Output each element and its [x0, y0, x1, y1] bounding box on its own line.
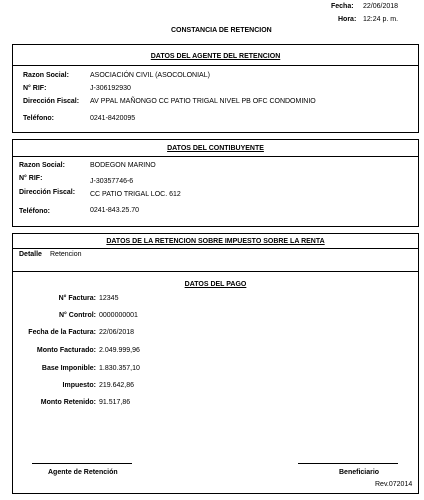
pago-title: DATOS DEL PAGO [184, 281, 247, 288]
pago-row-label: N° Factura: [58, 295, 96, 302]
pago-row-label: N° Control: [58, 312, 96, 319]
revision-code: Rev.072014 [375, 481, 413, 488]
hora-value: 12:24 p. m. [363, 16, 399, 23]
pago-row-value: 12345 [99, 295, 119, 302]
agente-telefono-value: 0241-8420095 [90, 115, 136, 122]
agente-telefono-label: Teléfono: [23, 115, 54, 122]
contribuyente-telefono-value: 0241-843.25.70 [90, 207, 140, 214]
pago-row-label: Impuesto: [62, 382, 96, 389]
fecha-label: Fecha: [331, 3, 354, 10]
retencion-title: DATOS DE LA RETENCION SOBRE IMPUESTO SOBRE LA RENTA [106, 238, 325, 245]
pago-top-divider [13, 271, 418, 272]
retencion-divider [13, 248, 418, 249]
contribuyente-rif-value: J-30357746-6 [90, 178, 134, 185]
agente-rif-label: N° RIF: [23, 85, 47, 92]
contribuyente-razon-label: Razon Social: [19, 162, 65, 169]
agente-divider [13, 65, 418, 66]
agente-signature-line [32, 463, 132, 464]
pago-row-value: 91.517,86 [99, 399, 131, 406]
contribuyente-direccion-label: Dirección Fiscal: [19, 189, 76, 196]
agente-direccion-label: Dirección Fiscal: [23, 98, 80, 105]
pago-row-value: 0000000001 [99, 312, 138, 319]
pago-row-value: 1.830.357,10 [99, 365, 140, 372]
retencion-section [12, 233, 419, 494]
retencion-detalle-value: Retencion [50, 251, 82, 258]
document-title: CONSTANCIA DE RETENCION [171, 27, 272, 34]
contribuyente-direccion-value: CC PATIO TRIGAL LOC. 612 [90, 191, 181, 198]
agente-title: DATOS DEL AGENTE DEL RETENCION [150, 53, 281, 60]
retencion-detalle-label: Detalle [19, 251, 42, 258]
agente-razon-label: Razon Social: [23, 72, 69, 79]
contribuyente-razon-value: BODEGON MARINO [90, 162, 156, 169]
beneficiario-signature-line [298, 463, 398, 464]
agente-section [12, 44, 419, 133]
fecha-value: 22/06/2018 [363, 3, 399, 10]
contribuyente-title: DATOS DEL CONTIBUYENTE [167, 145, 264, 152]
pago-row-value: 2.049.999,96 [99, 347, 140, 354]
contribuyente-section [12, 139, 419, 227]
contribuyente-divider [13, 156, 418, 157]
pago-row-value: 219.642,86 [99, 382, 135, 389]
pago-row-label: Fecha de la Factura: [28, 329, 96, 336]
agente-rif-value: J-306192930 [90, 85, 131, 92]
contribuyente-telefono-label: Teléfono: [19, 208, 50, 215]
agente-razon-value: ASOCIACIÓN CIVIL (ASOCOLONIAL) [90, 72, 210, 79]
agente-signature-label: Agente de Retención [48, 469, 118, 476]
beneficiario-signature-label: Beneficiario [339, 469, 380, 476]
hora-label: Hora: [338, 16, 357, 23]
pago-row-label: Monto Facturado: [36, 347, 96, 354]
pago-row-value: 22/06/2018 [99, 329, 135, 336]
pago-row-label: Monto Retenido: [40, 399, 96, 406]
contribuyente-rif-label: N° RIF: [19, 175, 43, 182]
agente-direccion-value: AV PPAL MAÑONGO CC PATIO TRIGAL NIVEL PB OFC CONDOMINIO [90, 98, 316, 105]
pago-row-label: Base Imponible: [41, 365, 96, 372]
